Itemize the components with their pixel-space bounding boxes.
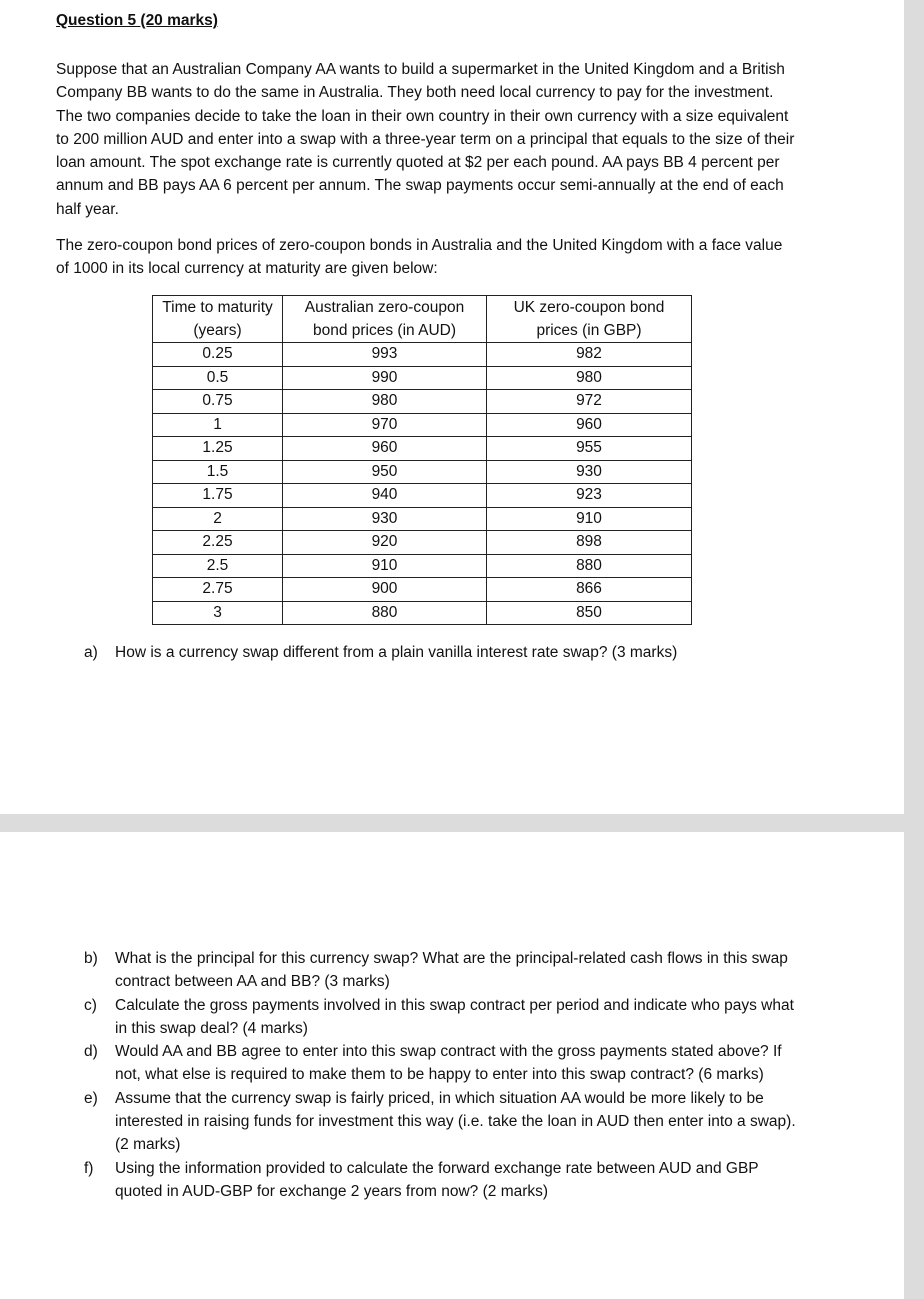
question-text: What is the principal for this currency swap? What are the principal-related cash flows in this swap contract between AA and BB? (3 marks) bbox=[115, 950, 788, 991]
maturity-cell: 1.25 bbox=[153, 437, 283, 461]
question-text: How is a currency swap different from a plain vanilla interest rate swap? (3 marks) bbox=[115, 644, 678, 661]
aud-price-cell: 930 bbox=[283, 507, 487, 531]
question-label: d) bbox=[84, 1043, 98, 1061]
gbp-price-cell: 866 bbox=[487, 578, 692, 602]
question-text: Calculate the gross payments involved in this swap contract per period and indicate who pays what in this swap deal? (4 marks) bbox=[115, 996, 794, 1037]
header-time-to-maturity: Time to maturity (years) bbox=[153, 296, 283, 343]
gbp-price-cell: 910 bbox=[487, 507, 692, 531]
maturity-cell: 2.75 bbox=[153, 578, 283, 602]
table-intro-paragraph: The zero-coupon bond prices of zero-coupon bonds in Australia and the United Kingdom with a face value of 1000 in its local currency at maturity are given below: bbox=[56, 237, 783, 278]
question-item-b bbox=[84, 947, 804, 994]
question-item-d bbox=[84, 1040, 804, 1087]
maturity-cell: 0.5 bbox=[153, 366, 283, 390]
aud-price-cell: 950 bbox=[283, 460, 487, 484]
gbp-price-cell: 880 bbox=[487, 554, 692, 578]
question-item-a bbox=[84, 641, 804, 664]
gbp-price-cell: 960 bbox=[487, 413, 692, 437]
question-list-page-1 bbox=[84, 641, 804, 664]
question-label: b) bbox=[84, 950, 98, 967]
header-australian-bond-prices: Australian zero-coupon bond prices (in AUD) bbox=[283, 296, 487, 343]
maturity-cell: 3 bbox=[153, 601, 283, 625]
maturity-cell: 1 bbox=[153, 413, 283, 437]
table-row bbox=[153, 507, 692, 531]
aud-price-cell: 990 bbox=[283, 366, 487, 390]
aud-price-cell: 940 bbox=[283, 484, 487, 508]
aud-price-cell: 960 bbox=[283, 437, 487, 461]
maturity-cell: 1.75 bbox=[153, 484, 283, 508]
question-title: Question 5 (20 marks) bbox=[56, 12, 218, 29]
question-text: Would AA and BB agree to enter into this swap contract with the gross payments stated above? If not, what else is required to make them to be happy to enter into this swap contract? (6 marks) bbox=[115, 1043, 782, 1084]
question-label: a) bbox=[84, 644, 98, 661]
question-text: Assume that the currency swap is fairly priced, in which situation AA would be more likely to be interested in raising funds for investment this way (i.e. take the loan in AUD then enter into a swap). (2 marks) bbox=[115, 1089, 796, 1154]
maturity-cell: 2 bbox=[153, 507, 283, 531]
table-row bbox=[153, 554, 692, 578]
table-row bbox=[153, 343, 692, 367]
question-text: Using the information provided to calculate the forward exchange rate between AUD and GBP quoted in AUD-GBP for exchange 2 years from now? (2 marks) bbox=[115, 1159, 759, 1200]
question-item-e bbox=[84, 1087, 804, 1157]
aud-price-cell: 910 bbox=[283, 554, 487, 578]
aud-price-cell: 970 bbox=[283, 413, 487, 437]
maturity-cell: 0.75 bbox=[153, 390, 283, 414]
table-row bbox=[153, 460, 692, 484]
question-item-f bbox=[84, 1157, 804, 1204]
maturity-cell: 2.25 bbox=[153, 531, 283, 555]
gbp-price-cell: 955 bbox=[487, 437, 692, 461]
maturity-cell: 1.5 bbox=[153, 460, 283, 484]
table-row bbox=[153, 413, 692, 437]
table-row bbox=[153, 578, 692, 602]
gbp-price-cell: 972 bbox=[487, 390, 692, 414]
bond-price-table bbox=[152, 295, 692, 625]
gbp-price-cell: 923 bbox=[487, 484, 692, 508]
question-label: c) bbox=[84, 996, 97, 1014]
table-row bbox=[153, 366, 692, 390]
aud-price-cell: 880 bbox=[283, 601, 487, 625]
gbp-price-cell: 982 bbox=[487, 343, 692, 367]
question-list-page-2 bbox=[84, 947, 804, 1203]
aud-price-cell: 980 bbox=[283, 390, 487, 414]
table-row bbox=[153, 484, 692, 508]
aud-price-cell: 993 bbox=[283, 343, 487, 367]
question-label: e) bbox=[84, 1089, 98, 1107]
gbp-price-cell: 850 bbox=[487, 601, 692, 625]
gbp-price-cell: 980 bbox=[487, 366, 692, 390]
intro-paragraph: Suppose that an Australian Company AA wants to build a supermarket in the United Kingdom and a British Company BB wants to do the same in Australia. They both need local currency to pay for the investment. The two companies decide to take the loan in their own country in their own currency with a size equivalent to 200 million AUD and enter into a swap with a three-year term on a principal that equals to the size of their loan amount. The spot exchange rate is currently quoted at $2 per each pound. AA pays BB 4 percent per annum and BB pays AA 6 percent per annum. The swap payments occur semi-annually at the end of each half year. bbox=[56, 61, 795, 218]
aud-price-cell: 900 bbox=[283, 578, 487, 602]
maturity-cell: 2.5 bbox=[153, 554, 283, 578]
table-row bbox=[153, 390, 692, 414]
table-row bbox=[153, 601, 692, 625]
question-label: f) bbox=[84, 1159, 94, 1177]
header-uk-bond-prices: UK zero-coupon bond prices (in GBP) bbox=[487, 296, 692, 343]
question-item-c bbox=[84, 994, 804, 1041]
maturity-cell: 0.25 bbox=[153, 343, 283, 367]
gbp-price-cell: 898 bbox=[487, 531, 692, 555]
gbp-price-cell: 930 bbox=[487, 460, 692, 484]
table-row bbox=[153, 531, 692, 555]
table-header-row bbox=[153, 296, 692, 343]
table-row bbox=[153, 437, 692, 461]
aud-price-cell: 920 bbox=[283, 531, 487, 555]
